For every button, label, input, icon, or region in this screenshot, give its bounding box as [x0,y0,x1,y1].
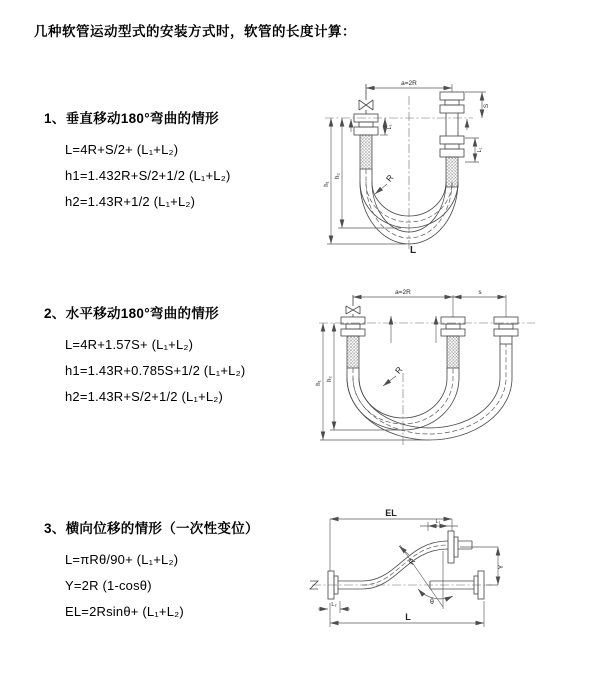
section-horizontal-movement [44,305,245,410]
formula-h1: h1=1.432R+S/2+1/2 (L₁+L₂) [65,168,231,183]
dim-label-l1: L₁ [477,147,483,153]
radius-label: R [383,172,396,184]
diagram-horizontal-180-bend [303,283,593,458]
diagram-lateral-displacement [300,505,595,650]
radius-label: R [406,556,418,567]
section-1-heading: 1、垂直移动180°弯曲的情形 [44,111,219,126]
formula-y: Y=2R (1-cosθ) [65,578,152,593]
dim-label-h1: h₁ [316,380,322,386]
dim-label-h2: h₂ [335,173,341,179]
formula-length: L=4R+S/2+ (L₁+L₂) [65,142,179,157]
section-2-heading: 2、水平移动180°弯曲的情形 [44,306,219,321]
section-vertical-movement [44,110,231,215]
page-title: 几种软管运动型式的安装方式时，软管的长度计算： [34,24,356,39]
formula-length: L=4R+1.57S+ (L₁+L₂) [65,337,194,352]
dimension-el [330,508,452,571]
braided-hose-section [447,336,459,368]
dim-label-a2r: a=2R [401,80,417,87]
dim-label-el: EL [385,508,397,518]
middle-hose-fitting [441,317,465,368]
angle-label: θ [430,599,434,606]
braided-hose-section [347,336,359,368]
dim-label-h1: h₁ [324,181,330,187]
length-label: L [409,245,417,256]
dimension-l2 [318,601,350,613]
formula-el: EL=2Rsinθ+ (L₁+L₂) [65,604,184,619]
dimension-a-2r [366,80,452,92]
dimension-s [453,289,506,297]
dim-label-l1: L₁ [387,124,393,130]
dimension-l1-left [380,118,393,135]
right-hose-fitting [440,92,467,187]
right-hose-fitting [494,317,518,344]
formula-length: L=πRθ/90+ (L₁+L₂) [65,552,179,567]
dim-label-l1: L₁ [435,519,441,525]
section-lateral-displacement [44,520,259,625]
formula-h1: h1=1.43R+0.785S+1/2 (L₁+L₂) [65,363,246,378]
dim-label-l2: L₂ [331,602,337,608]
radius-leader [375,173,396,194]
dim-label-s: s [478,289,482,296]
dimension-a-2r [353,289,506,317]
valve-icon [359,84,373,114]
dim-label-y: Y [498,564,505,570]
dimension-l1-right [465,138,483,162]
dimension-s [465,92,490,118]
dimension-h2 [327,323,403,430]
dim-label-a2r: a=2R [395,289,411,296]
dim-label-h2: h₂ [327,376,333,382]
radius-leader [383,365,405,386]
dimension-l [330,601,484,627]
formula-h2: h2=1.43R+1/2 (L₁+L₂) [65,194,196,209]
hose-u-bend-position-2 [347,344,512,440]
dimension-y [460,547,505,585]
hose-s-curve [362,541,448,589]
radius-label: R [392,364,405,376]
angle-theta [400,545,453,609]
valve-icon [346,295,360,317]
left-hose-fitting [351,114,378,169]
diagram-vertical-180-bend [305,72,595,257]
dim-label-s: S [483,103,490,109]
formula-h2: h2=1.43R+S/2+1/2 (L₁+L₂) [65,389,224,404]
length-label: L [405,612,411,622]
left-hose-fitting [341,317,365,368]
section-3-heading: 3、横向位移的情形（一次性变位） [44,521,259,536]
braided-hose-section [360,135,372,169]
